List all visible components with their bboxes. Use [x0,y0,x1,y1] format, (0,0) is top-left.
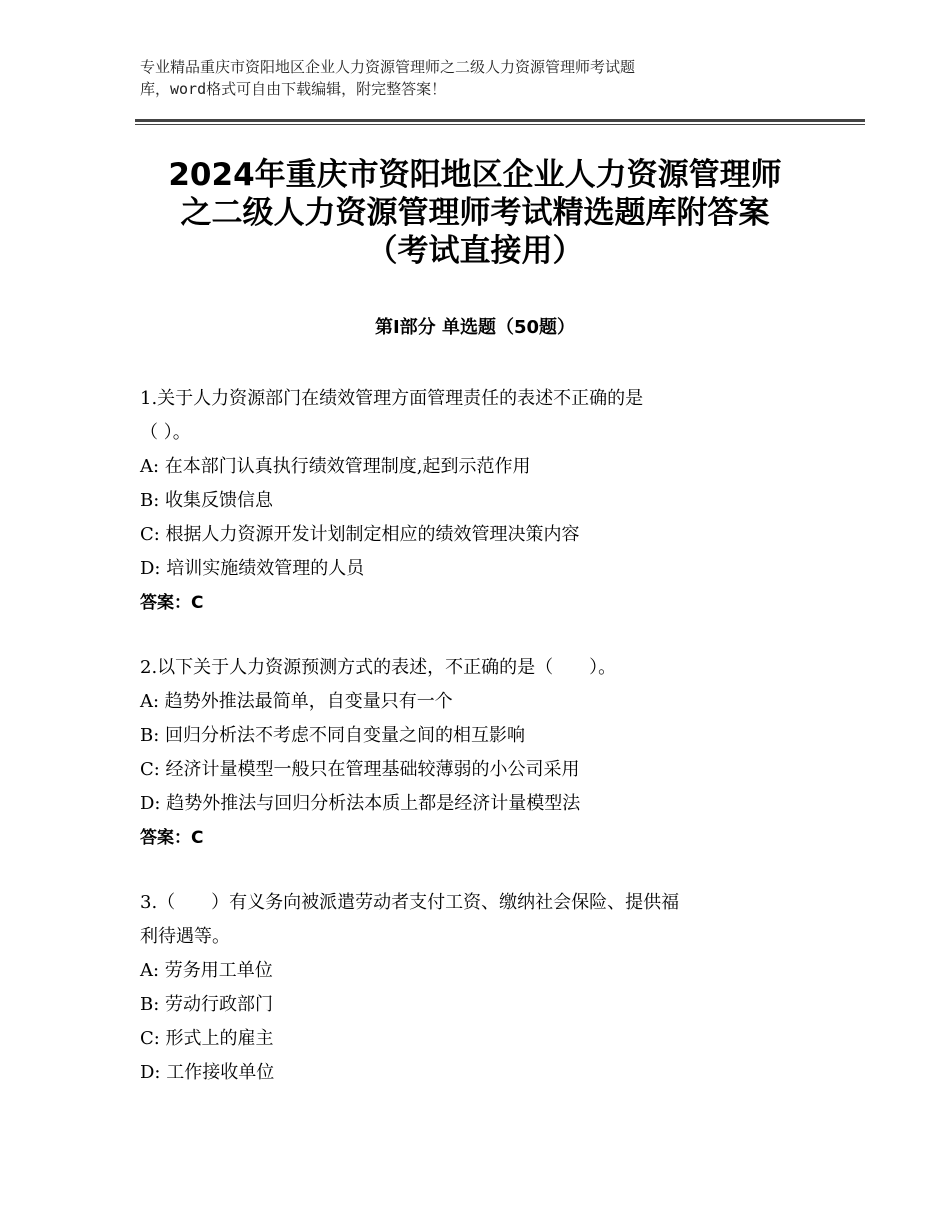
document-title-line-1: 2024年重庆市资阳地区企业人力资源管理师 [168,157,782,193]
answer: 答案：C [140,828,204,848]
option-d: D: 趋势外推法与回归分析法本质上都是经济计量模型法 [140,793,581,814]
option-d: D: 工作接收单位 [140,1062,275,1083]
option-b: B: 收集反馈信息 [140,490,274,511]
option-c: C: 经济计量模型一般只在管理基础较薄弱的小公司采用 [140,759,580,780]
question-stem: 2.以下关于人力资源预测方式的表述，不正确的是（ ）。 [140,657,617,678]
question-list [140,382,820,1121]
option-c: C: 根据人力资源开发计划制定相应的绩效管理决策内容 [140,524,580,545]
question-1 [140,382,820,620]
question-stem-continued: 利待遇等。 [140,926,230,947]
section-title: 第Ⅰ部分 单选题（50题） [374,317,575,338]
option-a: A: 趋势外推法最简单，自变量只有一个 [140,691,453,712]
document-title-line-3: （考试直接用） [366,233,584,269]
question-3 [140,886,820,1090]
option-b: B: 回归分析法不考虑不同自变量之间的相互影响 [140,725,526,746]
question-stem: 3.（ ）有义务向被派遣劳动者支付工资、缴纳社会保险、提供福 [140,892,680,913]
answer: 答案：C [140,593,204,613]
header-note-line-1: 专业精品重庆市资阳地区企业人力资源管理师之二级人力资源管理师考试题 [140,58,636,76]
header-note-line-2: 库，word格式可自由下载编辑，附完整答案！ [140,80,447,98]
option-b: B: 劳动行政部门 [140,994,274,1015]
document-title-line-2: 之二级人力资源管理师考试精选题库附答案 [180,195,770,231]
header-rule-thick [135,119,865,122]
document-title [120,156,830,270]
question-stem-continued: （ ）。 [140,422,191,443]
option-d: D: 培训实施绩效管理的人员 [140,558,365,579]
option-a: A: 劳务用工单位 [140,960,273,981]
question-2 [140,651,820,855]
header-note [140,56,820,100]
header-rule-thin [135,124,865,125]
option-c: C: 形式上的雇主 [140,1028,274,1049]
option-a: A: 在本部门认真执行绩效管理制度,起到示范作用 [140,456,531,477]
question-stem: 1.关于人力资源部门在绩效管理方面管理责任的表述不正确的是 [140,388,644,409]
